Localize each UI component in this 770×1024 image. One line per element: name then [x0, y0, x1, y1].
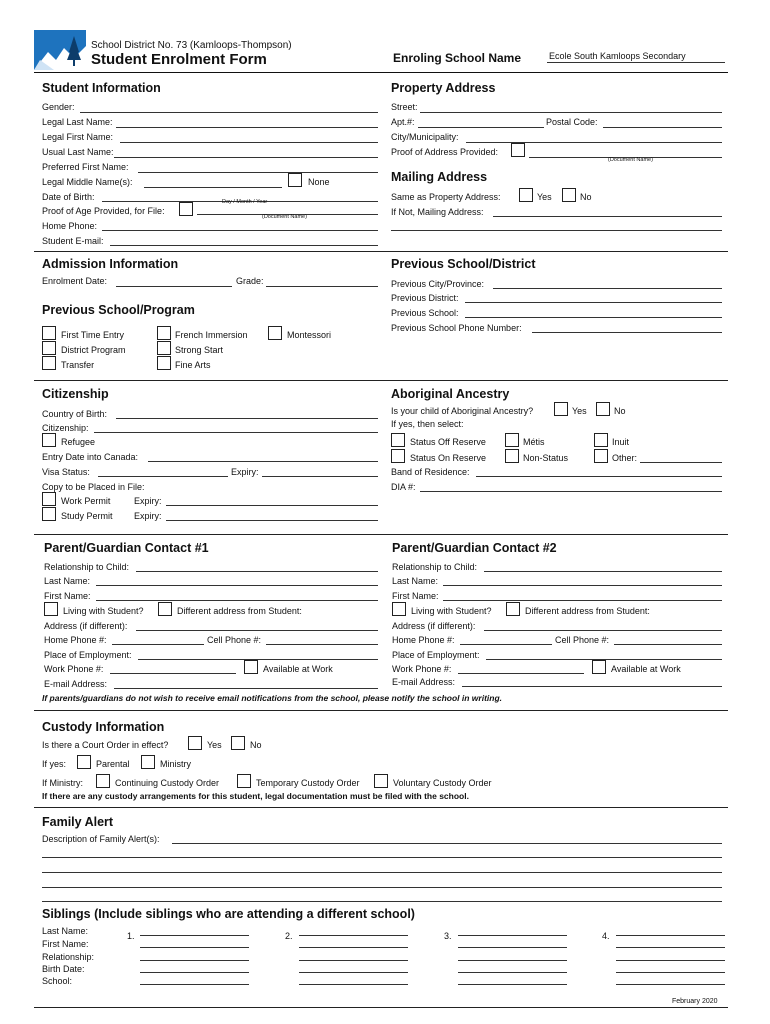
temporary-custody-label: Temporary Custody Order [256, 778, 360, 788]
prev-school-field[interactable] [465, 317, 722, 318]
p1-cell-phone-label: Cell Phone #: [207, 635, 262, 645]
parent1-section-title: Parent/Guardian Contact #1 [44, 541, 209, 555]
copy-file-label: Copy to be Placed in File: [42, 482, 145, 492]
home-phone-field[interactable] [102, 230, 378, 231]
family-alert-line-4[interactable] [42, 887, 722, 888]
sibling-3-first-name-field[interactable] [458, 947, 567, 948]
study-permit-label: Study Permit [61, 511, 113, 521]
p2-available-label: Available at Work [611, 664, 681, 674]
sibling-2-relationship-field[interactable] [299, 960, 408, 961]
usual-last-name-label: Usual Last Name: [42, 147, 114, 157]
sibling-1-last-name-field[interactable] [140, 935, 249, 936]
middle-name-field[interactable] [144, 187, 282, 188]
p1-different-address-label: Different address from Student: [177, 606, 302, 616]
inuit-label: Inuit [612, 437, 630, 447]
section-rule-5 [34, 807, 728, 808]
none-label: None [308, 177, 330, 187]
family-alert-line-5[interactable] [42, 901, 722, 902]
proof-of-age-label: Proof of Age Provided, for File: [42, 206, 165, 216]
enroling-school-value[interactable]: Ecole South Kamloops Secondary [549, 51, 686, 61]
status-off-reserve-label: Status Off Reserve [410, 437, 486, 447]
entry-date-field[interactable] [148, 461, 378, 462]
p1-email-label: E-mail Address: [44, 679, 108, 689]
p1-email-field[interactable] [114, 688, 378, 689]
sibling-relationship-label: Relationship: [42, 952, 95, 962]
same-as-property-label: Same as Property Address: [391, 192, 501, 202]
sibling-2-last-name-field[interactable] [299, 935, 408, 936]
study-permit-expiry-field[interactable] [166, 520, 378, 521]
p1-living-label: Living with Student? [63, 606, 144, 616]
sibling-last-name-label: Last Name: [42, 926, 89, 936]
p1-different-address-checkbox[interactable] [158, 602, 172, 616]
metis-checkbox[interactable] [505, 433, 519, 447]
sibling-number-4: 4. [602, 931, 610, 941]
sibling-3-relationship-field[interactable] [458, 960, 567, 961]
study-permit-checkbox[interactable] [42, 507, 56, 521]
p1-relationship-label: Relationship to Child: [44, 562, 130, 572]
p2-email-field[interactable] [462, 686, 722, 687]
parental-checkbox[interactable] [77, 755, 91, 769]
proof-of-address-checkbox[interactable] [511, 143, 525, 157]
family-alert-title: Family Alert [42, 815, 114, 829]
p2-living-label: Living with Student? [411, 606, 492, 616]
p2-last-name-field[interactable] [443, 585, 722, 586]
custody-legal-note: If there are any custody arrangements for this student, legal documentation must be filed with the school. [42, 791, 469, 801]
student-email-field[interactable] [110, 245, 378, 246]
p1-relationship-field[interactable] [136, 571, 378, 572]
apt-field[interactable] [418, 127, 544, 128]
gender-label: Gender: [42, 102, 75, 112]
p2-available-checkbox[interactable] [592, 660, 606, 674]
status-on-reserve-checkbox[interactable] [391, 449, 405, 463]
sibling-1-first-name-field[interactable] [140, 947, 249, 948]
mailing-section-title: Mailing Address [391, 170, 488, 184]
dob-label: Date of Birth: [42, 192, 95, 202]
p1-address-label: Address (if different): [44, 621, 128, 631]
if-yes-select-label: If yes, then select: [391, 419, 464, 429]
other-checkbox[interactable] [594, 449, 608, 463]
court-order-yes-checkbox[interactable] [188, 736, 202, 750]
voluntary-custody-checkbox[interactable] [374, 774, 388, 788]
sibling-4-school-field[interactable] [616, 984, 725, 985]
status-on-reserve-label: Status On Reserve [410, 453, 487, 463]
band-label: Band of Residence: [391, 467, 470, 477]
continuing-custody-label: Continuing Custody Order [115, 778, 220, 788]
middle-name-none-checkbox[interactable] [288, 173, 302, 187]
district-name: School District No. 73 (Kamloops-Thompson) [91, 40, 292, 51]
p2-first-name-field[interactable] [443, 600, 722, 601]
sibling-2-school-field[interactable] [299, 984, 408, 985]
work-permit-label: Work Permit [61, 496, 111, 506]
p1-living-checkbox[interactable] [44, 602, 58, 616]
p2-relationship-label: Relationship to Child: [392, 562, 478, 572]
court-order-yes-label: Yes [207, 740, 222, 750]
family-alert-line-3[interactable] [42, 872, 722, 873]
p1-first-name-label: First Name: [44, 591, 91, 601]
prev-district-section-title: Previous School/District [391, 257, 536, 271]
if-not-mailing-label: If Not, Mailing Address: [391, 207, 484, 217]
city-field[interactable] [466, 142, 722, 143]
section-rule-4 [34, 710, 728, 711]
p2-cell-phone-label: Cell Phone #: [555, 635, 610, 645]
fine-arts-label: Fine Arts [175, 360, 211, 370]
visa-expiry-field[interactable] [262, 476, 378, 477]
voluntary-custody-label: Voluntary Custody Order [393, 778, 492, 788]
status-off-reserve-checkbox[interactable] [391, 433, 405, 447]
grade-label: Grade: [236, 276, 264, 286]
sibling-3-last-name-field[interactable] [458, 935, 567, 936]
enroling-school-label: Enroling School Name [393, 51, 522, 65]
p1-work-phone-field[interactable] [110, 673, 236, 674]
work-permit-expiry-field[interactable] [166, 505, 378, 506]
prev-school-phone-label: Previous School Phone Number: [391, 323, 522, 333]
citizenship-field[interactable] [94, 432, 378, 433]
prev-school-phone-field[interactable] [532, 332, 722, 333]
p2-different-address-checkbox[interactable] [506, 602, 520, 616]
street-label: Street: [391, 102, 418, 112]
aboriginal-question: Is your child of Aboriginal Ancestry? [391, 406, 534, 416]
parent2-section-title: Parent/Guardian Contact #2 [392, 541, 557, 555]
p2-last-name-label: Last Name: [392, 576, 439, 586]
p1-home-phone-label: Home Phone #: [44, 635, 107, 645]
sibling-first-name-label: First Name: [42, 939, 89, 949]
sibling-4-relationship-field[interactable] [616, 960, 725, 961]
parental-label: Parental [96, 759, 130, 769]
citizenship-label: Citizenship: [42, 423, 89, 433]
sibling-number-2: 2. [285, 931, 293, 941]
postal-code-field[interactable] [603, 127, 722, 128]
p1-work-phone-label: Work Phone #: [44, 664, 104, 674]
sibling-3-birth-date-field[interactable] [458, 972, 567, 973]
enrolment-date-label: Enrolment Date: [42, 276, 108, 286]
form-title: Student Enrolment Form [91, 51, 267, 68]
sibling-number-1: 1. [127, 931, 135, 941]
gender-field[interactable] [80, 112, 378, 113]
legal-first-name-label: Legal First Name: [42, 132, 114, 142]
band-field[interactable] [476, 476, 722, 477]
first-time-entry-checkbox[interactable] [42, 326, 56, 340]
siblings-section-title: Siblings (Include siblings who are attending a different school) [42, 907, 415, 921]
program-section-title: Previous School/Program [42, 303, 195, 317]
email-notification-note: If parents/guardians do not wish to receive email notifications from the school, please notify the school in writing. [42, 693, 503, 703]
same-address-no-label: No [580, 192, 592, 202]
first-time-entry-label: First Time Entry [61, 330, 125, 340]
p1-last-name-field[interactable] [96, 585, 378, 586]
same-address-yes-label: Yes [537, 192, 552, 202]
strong-start-checkbox[interactable] [157, 341, 171, 355]
proof-doc-name-hint: (Document Name) [262, 214, 307, 220]
mailing-address-field-2[interactable] [391, 230, 722, 231]
french-immersion-checkbox[interactable] [157, 326, 171, 340]
p2-employment-label: Place of Employment: [392, 650, 480, 660]
if-ministry-label: If Ministry: [42, 778, 84, 788]
same-address-yes-checkbox[interactable] [519, 188, 533, 202]
admission-section-title: Admission Information [42, 257, 179, 271]
prev-city-label: Previous City/Province: [391, 279, 485, 289]
student-section-title: Student Information [42, 81, 161, 95]
aboriginal-no-checkbox[interactable] [596, 402, 610, 416]
sibling-1-relationship-field[interactable] [140, 960, 249, 961]
court-order-no-label: No [250, 740, 262, 750]
temporary-custody-checkbox[interactable] [237, 774, 251, 788]
sibling-number-3: 3. [444, 931, 452, 941]
prev-school-label: Previous School: [391, 308, 459, 318]
continuing-custody-checkbox[interactable] [96, 774, 110, 788]
custody-if-yes-label: If yes: [42, 759, 67, 769]
header-rule [34, 72, 728, 73]
enroling-school-line [547, 62, 725, 63]
other-label: Other: [612, 453, 638, 463]
district-program-checkbox[interactable] [42, 341, 56, 355]
entry-date-label: Entry Date into Canada: [42, 452, 139, 462]
fine-arts-checkbox[interactable] [157, 356, 171, 370]
p2-first-name-label: First Name: [392, 591, 439, 601]
sibling-2-first-name-field[interactable] [299, 947, 408, 948]
p2-work-phone-label: Work Phone #: [392, 664, 452, 674]
p1-cell-phone-field[interactable] [266, 644, 378, 645]
footer-rule [34, 1007, 728, 1008]
same-address-no-checkbox[interactable] [562, 188, 576, 202]
refugee-label: Refugee [61, 437, 96, 447]
student-email-label: Student E-mail: [42, 236, 104, 246]
p2-address-field[interactable] [484, 630, 722, 631]
proof-of-age-checkbox[interactable] [179, 202, 193, 216]
other-field[interactable] [640, 462, 722, 463]
sibling-1-school-field[interactable] [140, 984, 249, 985]
sibling-3-school-field[interactable] [458, 984, 567, 985]
p2-home-phone-field[interactable] [460, 644, 552, 645]
visa-status-label: Visa Status: [42, 467, 90, 477]
home-phone-label: Home Phone: [42, 221, 98, 231]
p2-different-address-label: Different address from Student: [525, 606, 650, 616]
p2-cell-phone-field[interactable] [614, 644, 722, 645]
preferred-first-name-label: Preferred First Name: [42, 162, 129, 172]
sibling-4-birth-date-field[interactable] [616, 972, 725, 973]
transfer-checkbox[interactable] [42, 356, 56, 370]
legal-last-name-field[interactable] [116, 127, 378, 128]
district-program-label: District Program [61, 345, 126, 355]
section-rule-1 [34, 251, 728, 252]
country-of-birth-label: Country of Birth: [42, 409, 108, 419]
ministry-checkbox[interactable] [141, 755, 155, 769]
montessori-label: Montessori [287, 330, 332, 340]
apt-label: Apt.#: [391, 117, 415, 127]
p1-available-label: Available at Work [263, 664, 333, 674]
aboriginal-no-label: No [614, 406, 626, 416]
citizenship-section-title: Citizenship [42, 387, 109, 401]
p2-home-phone-label: Home Phone #: [392, 635, 455, 645]
address-doc-name-hint: (Document Name) [608, 157, 653, 163]
sibling-2-birth-date-field[interactable] [299, 972, 408, 973]
country-of-birth-field[interactable] [116, 418, 378, 419]
strong-start-label: Strong Start [175, 345, 224, 355]
french-immersion-label: French Immersion [175, 330, 248, 340]
legal-first-name-field[interactable] [120, 142, 378, 143]
sibling-school-label: School: [42, 976, 73, 986]
aboriginal-yes-checkbox[interactable] [554, 402, 568, 416]
visa-status-field[interactable] [98, 476, 228, 477]
sibling-1-birth-date-field[interactable] [140, 972, 249, 973]
family-alert-line-2[interactable] [42, 857, 722, 858]
street-field[interactable] [420, 112, 722, 113]
inuit-checkbox[interactable] [594, 433, 608, 447]
enrolment-date-field[interactable] [116, 286, 232, 287]
non-status-label: Non-Status [523, 453, 569, 463]
p1-address-field[interactable] [136, 630, 378, 631]
dia-field[interactable] [420, 491, 722, 492]
mailing-address-field[interactable] [493, 216, 722, 217]
p2-living-checkbox[interactable] [392, 602, 406, 616]
refugee-checkbox[interactable] [42, 433, 56, 447]
sibling-4-last-name-field[interactable] [616, 935, 725, 936]
study-permit-expiry-label: Expiry: [134, 511, 162, 521]
p2-email-label: E-mail Address: [392, 677, 456, 687]
city-label: City/Municipality: [391, 132, 459, 142]
montessori-checkbox[interactable] [268, 326, 282, 340]
family-alert-description-label: Description of Family Alert(s): [42, 834, 160, 844]
work-permit-checkbox[interactable] [42, 492, 56, 506]
legal-last-name-label: Legal Last Name: [42, 117, 113, 127]
usual-last-name-field[interactable] [114, 157, 378, 158]
p1-employment-label: Place of Employment: [44, 650, 132, 660]
prev-district-label: Previous District: [391, 293, 459, 303]
metis-label: Métis [523, 437, 545, 447]
property-section-title: Property Address [391, 81, 496, 95]
p2-address-label: Address (if different): [392, 621, 476, 631]
section-rule-3 [34, 534, 728, 535]
proof-of-address-label: Proof of Address Provided: [391, 147, 499, 157]
court-order-no-checkbox[interactable] [231, 736, 245, 750]
sibling-birth-date-label: Birth Date: [42, 964, 85, 974]
p1-available-checkbox[interactable] [244, 660, 258, 674]
prev-city-field[interactable] [493, 288, 722, 289]
p2-work-phone-field[interactable] [458, 673, 584, 674]
non-status-checkbox[interactable] [505, 449, 519, 463]
p1-home-phone-field[interactable] [112, 644, 204, 645]
ministry-label: Ministry [160, 759, 191, 769]
middle-name-label: Legal Middle Name(s): [42, 177, 133, 187]
visa-expiry-label: Expiry: [231, 467, 259, 477]
p1-first-name-field[interactable] [96, 600, 378, 601]
district-logo [34, 30, 86, 70]
custody-section-title: Custody Information [42, 720, 165, 734]
dob-format-hint: Day / Month / Year [222, 199, 268, 205]
p1-employment-field[interactable] [138, 659, 378, 660]
section-rule-2 [34, 380, 728, 381]
dia-label: DIA #: [391, 482, 416, 492]
p1-last-name-label: Last Name: [44, 576, 91, 586]
preferred-first-name-field[interactable] [138, 172, 378, 173]
grade-field[interactable] [266, 286, 378, 287]
prev-district-field[interactable] [465, 302, 722, 303]
postal-code-label: Postal Code: [546, 117, 598, 127]
transfer-label: Transfer [61, 360, 95, 370]
p2-relationship-field[interactable] [484, 571, 722, 572]
aboriginal-section-title: Aboriginal Ancestry [391, 387, 510, 401]
sibling-4-first-name-field[interactable] [616, 947, 725, 948]
court-order-question: Is there a Court Order in effect? [42, 740, 169, 750]
work-permit-expiry-label: Expiry: [134, 496, 162, 506]
footer-date: February 2020 [672, 998, 718, 1005]
aboriginal-yes-label: Yes [572, 406, 587, 416]
family-alert-line-1[interactable] [172, 843, 722, 844]
